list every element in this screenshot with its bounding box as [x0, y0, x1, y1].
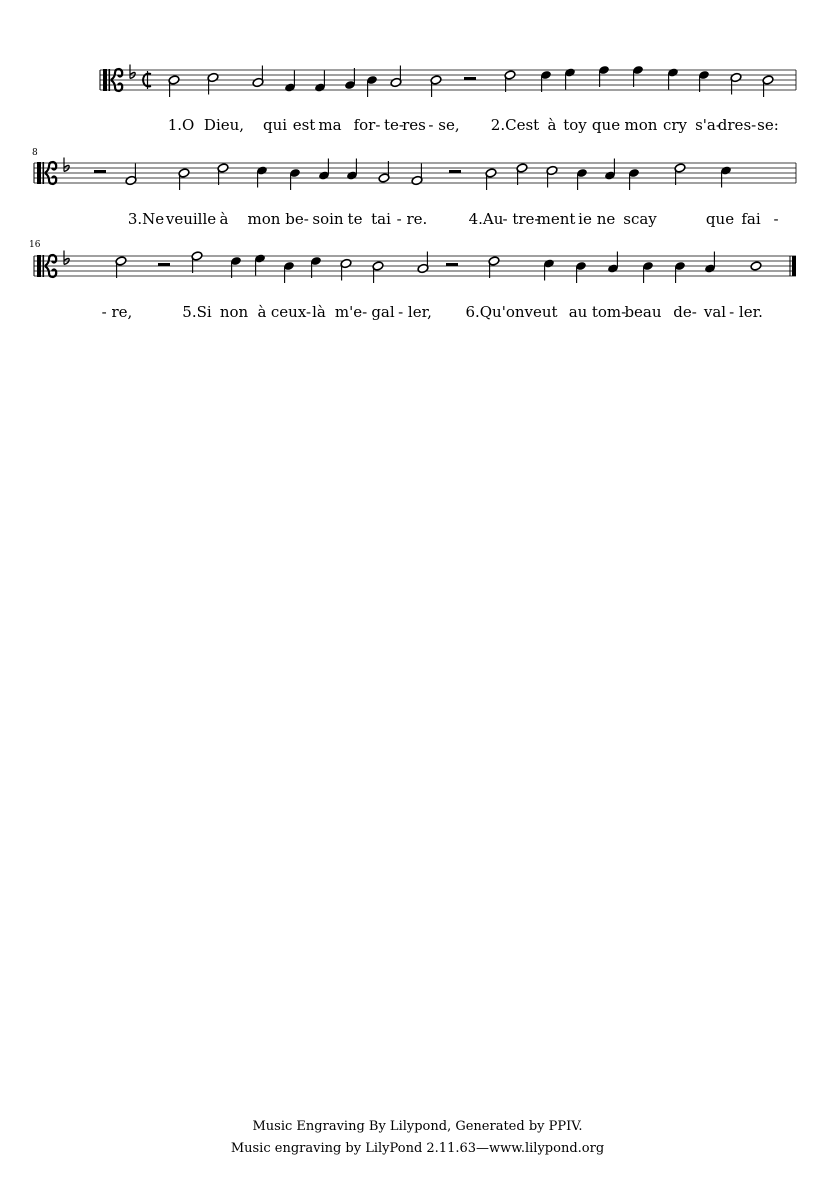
lyric-syllable: 5.Si	[182, 303, 212, 321]
flat-key-signature-icon	[130, 65, 135, 79]
lyrics-line-3	[0, 303, 835, 323]
lyric-syllable: ceux-	[270, 303, 312, 321]
lyric-syllable: que	[591, 116, 621, 134]
lyric-syllable: mon	[247, 210, 281, 228]
lyric-syllable: au	[568, 303, 588, 321]
lyric-syllable: là	[312, 303, 326, 321]
half-rest	[446, 263, 458, 266]
lyric-syllable: s'a-	[695, 116, 721, 134]
lyric-syllable: veuille	[165, 210, 217, 228]
lyric-syllable: te	[347, 210, 363, 228]
lyric-syllable: gal	[371, 303, 395, 321]
footer-line-2: Music engraving by LilyPond 2.11.63—www.lilypond.org	[230, 1141, 605, 1156]
lyric-syllable: tai	[371, 210, 391, 228]
lyric-syllable: - re,	[101, 303, 133, 321]
flat-key-signature-icon	[64, 158, 69, 172]
lyric-syllable: dres-	[717, 116, 757, 134]
lyric-syllable: à	[547, 116, 557, 134]
lyric-syllable: - tre-	[502, 210, 540, 228]
lyric-syllable: toy	[563, 116, 587, 134]
lyric-syllable: est	[292, 116, 316, 134]
lyric-syllable: - ler.	[729, 303, 763, 321]
lyric-syllable: 2.Cest	[490, 116, 540, 134]
lyric-syllable: se:	[757, 116, 779, 134]
lyric-syllable: 6.Qu'on	[465, 303, 525, 321]
lyric-syllable: for-	[353, 116, 381, 134]
measure-number-16: 16	[29, 240, 41, 250]
lyric-syllable: mon	[624, 116, 658, 134]
lyric-syllable: - se,	[428, 116, 460, 134]
lyric-syllable: 3.Ne	[127, 210, 165, 228]
half-rest	[158, 263, 170, 266]
lyric-syllable: qui	[262, 116, 288, 134]
lyric-syllable: cry	[662, 116, 688, 134]
lyric-syllable: scay	[623, 210, 657, 228]
measure-number-8: 8	[32, 148, 38, 158]
lyric-syllable: tom-	[591, 303, 627, 321]
lyric-syllable: ment	[536, 210, 576, 228]
half-rest	[449, 170, 461, 173]
lyric-syllable: - re.	[396, 210, 428, 228]
lyric-syllable: be-	[285, 210, 309, 228]
half-rest	[94, 170, 106, 173]
lyric-syllable: non	[219, 303, 249, 321]
lyrics-line-1	[0, 116, 835, 136]
lyric-syllable: beau	[624, 303, 662, 321]
lyric-syllable: à	[257, 303, 267, 321]
lyric-syllable: de-	[673, 303, 697, 321]
footer-line-1: Music Engraving By Lilypond, Generated by PPIV.	[252, 1119, 583, 1134]
final-barline-thick	[792, 256, 796, 276]
lyric-syllable: que	[705, 210, 735, 228]
lyric-syllable: 4.Au	[468, 210, 504, 228]
lyric-syllable: 1.O	[167, 116, 195, 134]
lyrics-line-2	[0, 210, 835, 230]
lyric-syllable: val	[703, 303, 727, 321]
lyric-syllable: ma	[318, 116, 342, 134]
lyric-syllable: veut	[524, 303, 558, 321]
lyric-syllable: ne	[596, 210, 616, 228]
lyric-syllable: soin	[312, 210, 344, 228]
lyric-syllable: -	[773, 210, 779, 228]
flat-key-signature-icon	[64, 251, 69, 265]
lyric-syllable: Dieu,	[203, 116, 245, 134]
lyric-syllable: te-	[384, 116, 404, 134]
lyric-syllable: m'e-	[334, 303, 368, 321]
lyric-syllable: - ler,	[398, 303, 432, 321]
music-score	[0, 0, 835, 340]
lyric-syllable: fai	[741, 210, 761, 228]
whole-note	[750, 261, 762, 271]
half-rest	[464, 77, 476, 80]
lyric-syllable: ie	[578, 210, 592, 228]
lyric-syllable: à	[219, 210, 229, 228]
lyric-syllable: res	[402, 116, 426, 134]
